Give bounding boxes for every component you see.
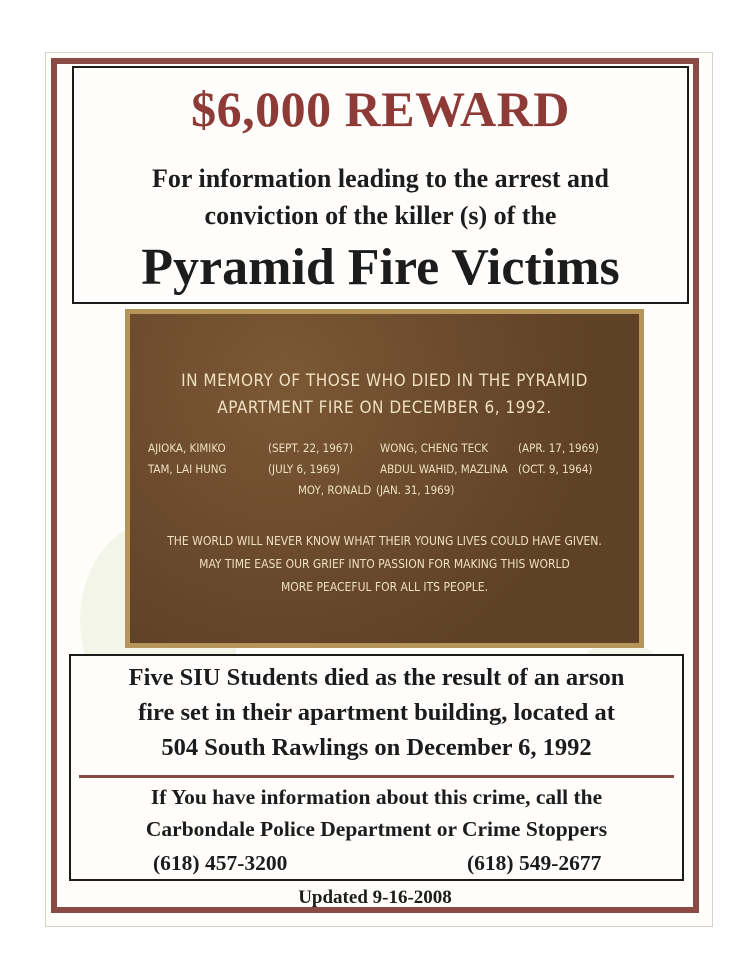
incident-line: 504 South Rawlings on December 6, 1992 xyxy=(161,734,592,761)
contact-line: Carbondale Police Department or Crime Stoppers xyxy=(145,817,608,841)
incident-description xyxy=(71,660,682,765)
memorial-plaque xyxy=(125,309,644,648)
victim-birthdate: (OCT. 9, 1964) xyxy=(518,462,593,476)
plaque-inscription-line: MAY TIME EASE OUR GRIEF INTO PASSION FOR MAKING THIS WORLD xyxy=(199,557,570,571)
reward-description xyxy=(74,160,687,234)
plaque-inscription-line: THE WORLD WILL NEVER KNOW WHAT THEIR YOUNG LIVES COULD HAVE GIVEN. xyxy=(167,534,602,548)
victim-birthdate: (JULY 6, 1969) xyxy=(268,462,341,476)
victim-birthdate: (SEPT. 22, 1967) xyxy=(268,441,353,455)
plaque-name-row xyxy=(148,459,629,480)
victim-name: WONG, CHENG TECK xyxy=(380,441,489,455)
police-phone-number: (618) 457-3200 xyxy=(153,851,288,875)
incident-line: Five SIU Students died as the result of an arson xyxy=(128,664,625,691)
victim-name: ABDUL WAHID, MAZLINA xyxy=(380,462,508,476)
contact-line: If You have information about this crime, call the xyxy=(150,785,603,809)
victim-birthdate: (JAN. 31, 1969) xyxy=(376,483,455,497)
victims-title: Pyramid Fire Victims xyxy=(141,239,620,296)
victim-name: MOY, RONALD xyxy=(298,483,372,497)
reward-description-line: For information leading to the arrest and xyxy=(152,164,609,193)
plaque-names xyxy=(148,438,629,501)
contact-instructions xyxy=(71,781,682,845)
section-divider xyxy=(79,775,674,778)
plaque-name-row xyxy=(148,480,629,501)
plaque-inscription xyxy=(130,530,639,599)
details-box xyxy=(69,654,684,881)
updated-date: Updated 9-16-2008 xyxy=(298,887,452,908)
reward-header-box xyxy=(72,66,689,304)
plaque-inscription-line: MORE PEACEFUL FOR ALL ITS PEOPLE. xyxy=(280,580,489,594)
reward-description-line: conviction of the killer (s) of the xyxy=(204,201,557,230)
victim-birthdate: (APR. 17, 1969) xyxy=(518,441,599,455)
plaque-face xyxy=(130,314,639,643)
plaque-heading-line: APARTMENT FIRE ON DECEMBER 6, 1992. xyxy=(217,398,552,418)
plaque-heading xyxy=(130,368,639,422)
reward-title: $6,000 REWARD xyxy=(191,81,570,137)
victim-name: AJIOKA, KIMIKO xyxy=(148,441,226,455)
incident-line: fire set in their apartment building, located at xyxy=(138,699,615,726)
victim-name: TAM, LAI HUNG xyxy=(148,462,227,476)
plaque-name-row xyxy=(148,438,629,459)
crime-stoppers-phone-number: (618) 549-2677 xyxy=(467,851,602,875)
plaque-heading-line: IN MEMORY OF THOSE WHO DIED IN THE PYRAMID xyxy=(181,371,588,391)
